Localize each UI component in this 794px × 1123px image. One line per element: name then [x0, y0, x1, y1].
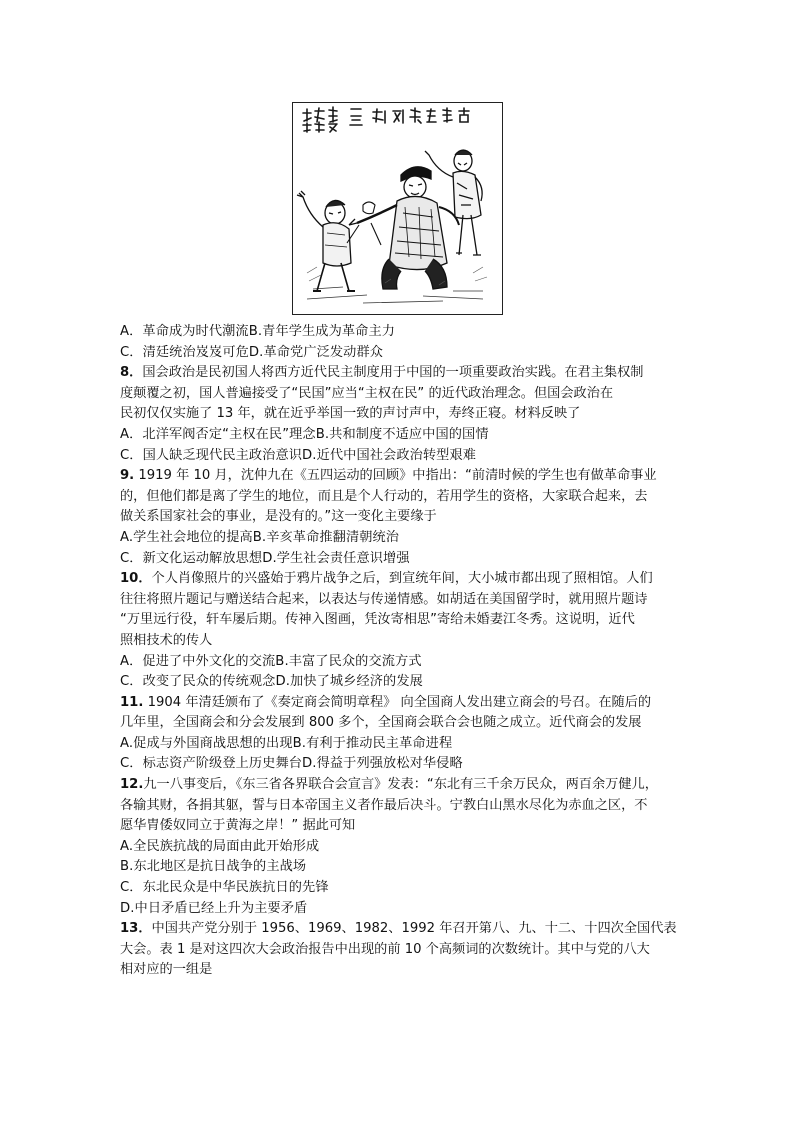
- q7-options-row-2: [120, 343, 680, 364]
- question-text-block: [120, 322, 680, 981]
- q13-number: 13．: [120, 921, 152, 937]
- q10-stem-line-2: 往往将照片题记与赠送结合起来，以表达与传递情感。如胡适在美国留学时，就用照片题诗: [120, 591, 648, 607]
- q12-option-b-row: [120, 857, 680, 878]
- q13-stem-line-1: [120, 919, 680, 940]
- q7-option-c[interactable]: C．清廷统治岌岌可危: [120, 344, 249, 360]
- q7-option-a[interactable]: A．革命成为时代潮流: [120, 324, 249, 339]
- q10-option-c[interactable]: C．改变了民众的传统观念: [120, 674, 276, 690]
- q9-option-c[interactable]: C．新文化运动解放思想: [120, 550, 263, 566]
- q12-number: 12.: [120, 777, 144, 793]
- q12-option-d[interactable]: D.中日矛盾已经上升为主要矛盾: [120, 900, 308, 916]
- q10-options-row-2: [120, 672, 680, 693]
- q10-stem-text-1: 个人肖像照片的兴盛始于鸦片战争之后，到宣统年间，大小城市都出现了照相馆。人们: [151, 571, 653, 587]
- q10-option-a[interactable]: A．促进了中外文化的交流: [120, 653, 276, 669]
- q7-options-row-1: [120, 322, 680, 343]
- q11-option-d[interactable]: D.得益于列强放松对华侵略: [302, 756, 463, 772]
- q8-stem-line-1: [120, 363, 680, 384]
- q11-option-c[interactable]: C．标志资产阶级登上历史舞台: [120, 756, 303, 772]
- q8-stem-line-2: 度颠覆之初，国人普遍接受了“民国”应当“主权在民” 的近代政治理念。但国会政治在: [120, 385, 614, 401]
- q7-option-d[interactable]: D.革命党广泛发动群众: [248, 344, 384, 360]
- cartoon-illustration-icon: [293, 103, 501, 313]
- q12-option-c-row: [120, 878, 680, 899]
- q11-number: 11.: [120, 694, 144, 710]
- q7-option-b[interactable]: B.青年学生成为革命主力: [248, 324, 396, 339]
- q13-stem-text-1: 中国共产党分别于 1956、1969、1982、1992 年召开第八、九、十二、十四次全国代表: [151, 921, 677, 937]
- q8-options-row-2: [120, 446, 680, 467]
- q8-stem-text-1: 国会政治是民初国人将西方近代民主制度用于中国的一项重要政治实践。在君主集权制: [142, 365, 644, 381]
- q9-options-row-1: [120, 528, 680, 549]
- q9-option-b[interactable]: B.辛亥革命推翻清朝统治: [252, 529, 400, 545]
- q11-stem-line-2: 几年里，全国商会和分会发展到 800 多个，全国商会联合会也随之成立。近代商会的发展: [120, 715, 642, 731]
- q8-options-row-1: [120, 425, 680, 446]
- q12-stem-text-1: 九一八事变后，《东三省各界联合会宣言》发表：“东北有三千余万民众，两百余万健儿，: [143, 777, 658, 793]
- q13-stem-line-3: 相对应的一组是: [120, 962, 213, 978]
- q10-options-row-1: [120, 652, 680, 673]
- q8-option-d[interactable]: D.近代中国社会政治转型艰难: [302, 447, 477, 463]
- q9-number: 9.: [120, 468, 135, 484]
- q12-option-d-row: [120, 899, 680, 920]
- q9-stem-text-1: 1919 年 10 月，沈仲九在《五四运动的回顾》中指出：“前清时候的学生也有做革命事业: [134, 468, 657, 484]
- q12-option-c[interactable]: C．东北民众是中华民族抗日的先锋: [120, 880, 329, 896]
- q8-stem-line-3: 民初仅仅实施了 13 年，就在近乎举国一致的声讨声中，寿终正寝。材料反映了: [120, 406, 581, 422]
- q11-options-row-1: [120, 734, 680, 755]
- q9-stem-line-2: 的，但他们都是离了学生的地位，而且是个人行动的，若用学生的资格，大家联合起来，去: [120, 488, 648, 504]
- q11-stem-line-1: [120, 693, 680, 714]
- q8-option-b[interactable]: B.共和制度不适应中国的国情: [315, 426, 489, 442]
- q8-option-c[interactable]: C．国人缺乏现代民主政治意识: [120, 447, 303, 463]
- q8-number: 8．: [120, 365, 143, 381]
- q9-option-a[interactable]: A.学生社会地位的提高: [120, 529, 253, 545]
- q12-option-a-row: [120, 837, 680, 858]
- q10-option-b[interactable]: B.丰富了民众的交流方式: [275, 653, 422, 669]
- q10-option-d[interactable]: D.加快了城乡经济的发展: [275, 674, 423, 690]
- q8-option-a[interactable]: A．北洋军阀否定“主权在民”理念: [120, 426, 316, 442]
- q12-stem-line-3: 愿华胄倭奴同立于黄海之岸！” 据此可知: [120, 818, 356, 834]
- q9-options-row-2: [120, 549, 680, 570]
- q12-option-b[interactable]: B.东北地区是抗日战争的主战场: [120, 859, 307, 875]
- q9-stem-line-3: 做关系国家社会的事业，是没有的。”这一变化主要缘于: [120, 509, 437, 525]
- q11-options-row-2: [120, 754, 680, 775]
- q10-number: 10．: [120, 571, 152, 587]
- q13-stem-line-2: 大会。表 1 是对这四次大会政治报告中出现的前 10 个高频词的次数统计。其中与党的八大: [120, 941, 650, 957]
- q9-option-d[interactable]: D.学生社会责任意识增强: [262, 550, 410, 566]
- q12-stem-line-1: [120, 775, 680, 796]
- q11-option-a[interactable]: A.促成与外国商战思想的出现: [120, 735, 293, 751]
- q10-stem-line-3: “万里远行役，轩车屡后期。传神入图画，凭汝寄相思”寄给未婚妻江冬秀。这说明，近代: [120, 612, 635, 628]
- q10-stem-line-4: 照相技术的传人: [120, 632, 213, 648]
- q11-stem-text-1: 1904 年清廷颁布了《奏定商会简明章程》 向全国商人发出建立商会的号召。在随后的: [143, 694, 652, 710]
- cartoon-figure: [292, 102, 503, 315]
- q10-stem-line-1: [120, 569, 680, 590]
- q9-stem-line-1: [120, 466, 680, 487]
- q12-option-a[interactable]: A.全民族抗战的局面由此开始形成: [120, 838, 320, 854]
- q11-option-b[interactable]: B.有利于推动民主革命进程: [292, 735, 453, 751]
- q12-stem-line-2: 各输其财，各捐其躯，誓与日本帝国主义者作最后决斗。宁教白山黑水尽化为赤血之区，不: [120, 797, 648, 813]
